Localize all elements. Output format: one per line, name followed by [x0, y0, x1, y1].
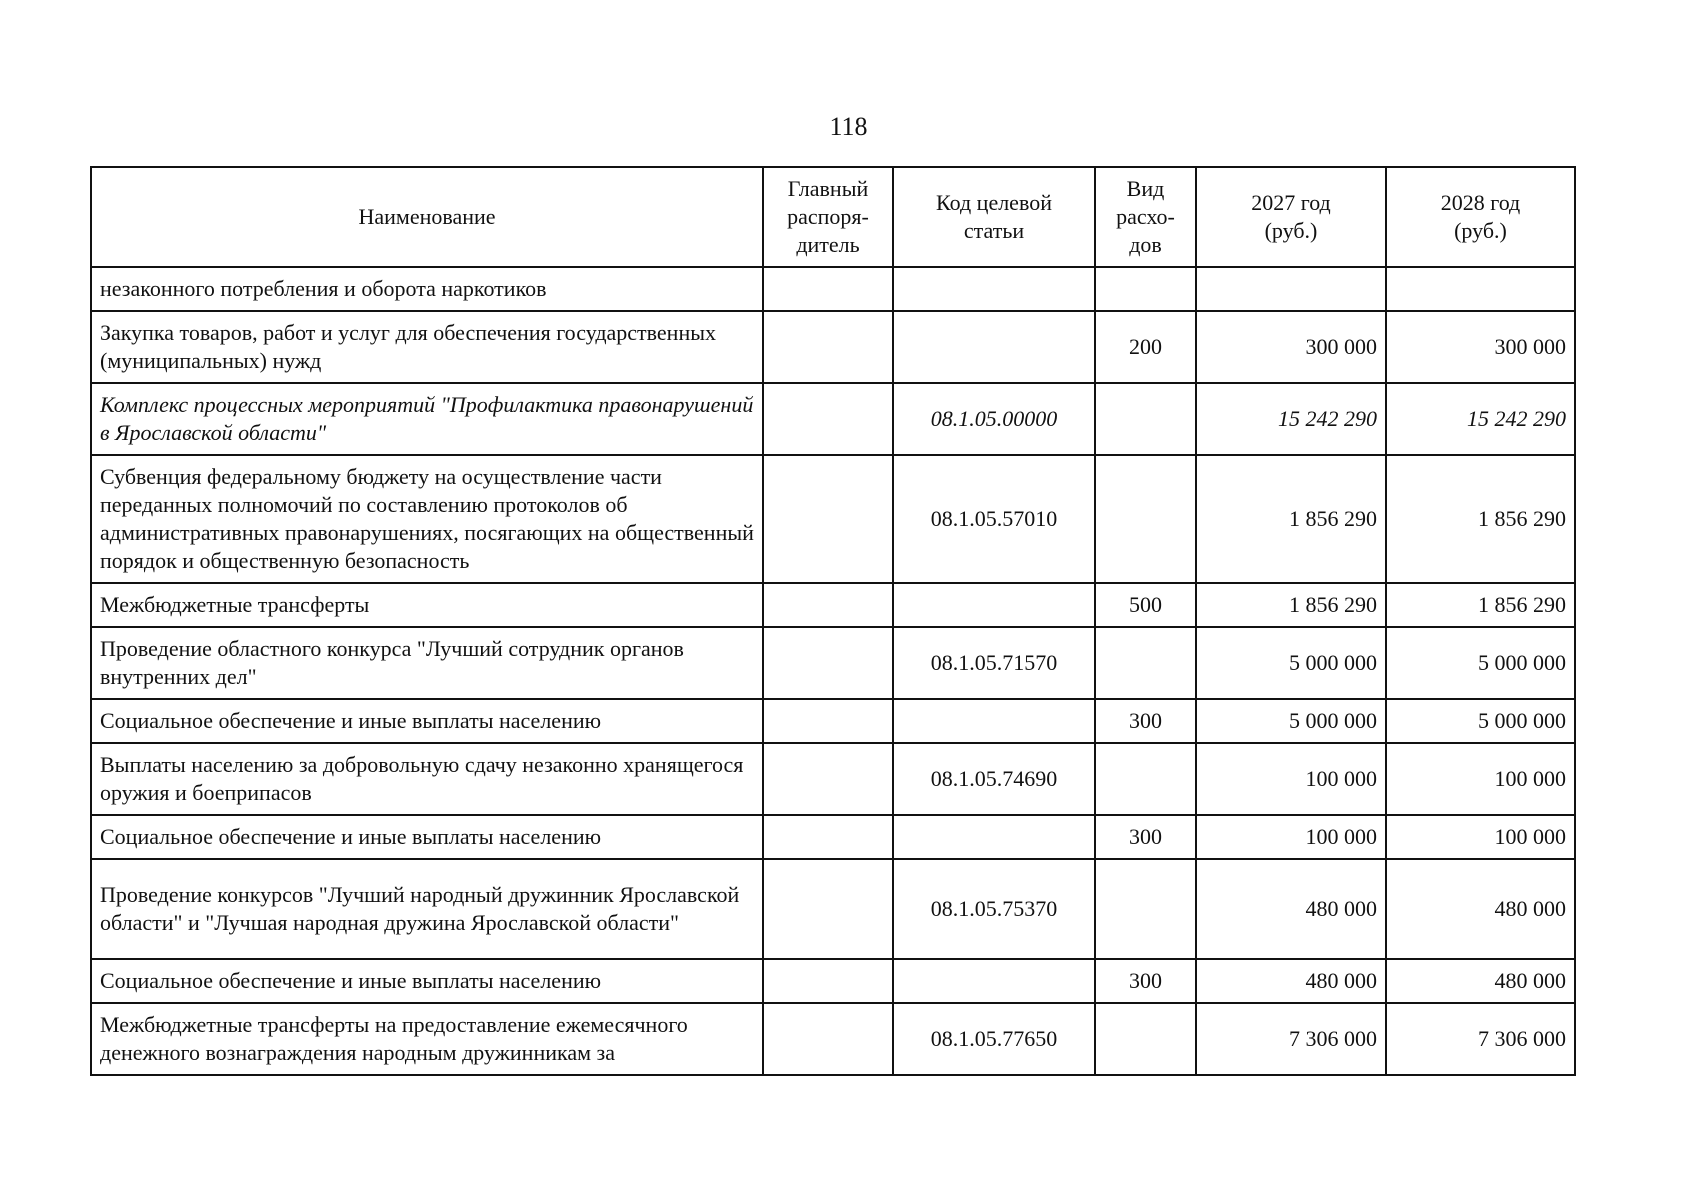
cell-2027 — [1196, 267, 1386, 311]
cell-name: Межбюджетные трансферты — [91, 583, 763, 627]
cell-name: Выплаты населению за добровольную сдачу незаконно хранящегося оружия и боеприпасов — [91, 743, 763, 815]
header-admin: Главный распоря- дитель — [763, 167, 893, 267]
cell-code: 08.1.05.74690 — [893, 743, 1095, 815]
cell-code — [893, 267, 1095, 311]
cell-2028: 100 000 — [1386, 743, 1575, 815]
cell-2027: 100 000 — [1196, 743, 1386, 815]
header-2027: 2027 год (руб.) — [1196, 167, 1386, 267]
cell-2028: 5 000 000 — [1386, 699, 1575, 743]
cell-type — [1095, 859, 1196, 959]
cell-type — [1095, 1003, 1196, 1075]
cell-name: Проведение конкурсов "Лучший народный дружинник Ярославской области" и "Лучшая народная дружина Ярославской области" — [91, 859, 763, 959]
cell-name: Закупка товаров, работ и услуг для обеспечения государственных (муниципальных) нужд — [91, 311, 763, 383]
table-row — [91, 311, 1575, 383]
table-row — [91, 583, 1575, 627]
cell-2028: 300 000 — [1386, 311, 1575, 383]
cell-type: 300 — [1095, 815, 1196, 859]
table-row — [91, 815, 1575, 859]
cell-admin — [763, 815, 893, 859]
cell-type: 300 — [1095, 699, 1196, 743]
cell-code: 08.1.05.77650 — [893, 1003, 1095, 1075]
cell-2028: 1 856 290 — [1386, 583, 1575, 627]
budget-table — [90, 166, 1576, 1076]
header-name: Наименование — [91, 167, 763, 267]
table-row — [91, 959, 1575, 1003]
cell-2028: 15 242 290 — [1386, 383, 1575, 455]
cell-2028: 100 000 — [1386, 815, 1575, 859]
cell-type — [1095, 627, 1196, 699]
cell-code — [893, 815, 1095, 859]
cell-admin — [763, 583, 893, 627]
cell-admin — [763, 1003, 893, 1075]
cell-code: 08.1.05.00000 — [893, 383, 1095, 455]
table-body — [91, 267, 1575, 1075]
cell-type: 500 — [1095, 583, 1196, 627]
table-row — [91, 455, 1575, 583]
cell-type: 200 — [1095, 311, 1196, 383]
cell-2027: 480 000 — [1196, 859, 1386, 959]
header-type: Вид расхо- дов — [1095, 167, 1196, 267]
cell-2027: 7 306 000 — [1196, 1003, 1386, 1075]
table-row — [91, 743, 1575, 815]
cell-admin — [763, 959, 893, 1003]
cell-code: 08.1.05.71570 — [893, 627, 1095, 699]
cell-2027: 100 000 — [1196, 815, 1386, 859]
cell-name: Комплекс процессных мероприятий "Профилактика правонарушений в Ярославской области" — [91, 383, 763, 455]
cell-admin — [763, 311, 893, 383]
cell-2027: 300 000 — [1196, 311, 1386, 383]
cell-2028 — [1386, 267, 1575, 311]
cell-code: 08.1.05.75370 — [893, 859, 1095, 959]
cell-2028: 1 856 290 — [1386, 455, 1575, 583]
cell-admin — [763, 743, 893, 815]
cell-code — [893, 311, 1095, 383]
cell-admin — [763, 859, 893, 959]
cell-code — [893, 583, 1095, 627]
cell-2027: 1 856 290 — [1196, 583, 1386, 627]
cell-code — [893, 699, 1095, 743]
cell-type: 300 — [1095, 959, 1196, 1003]
cell-name: Социальное обеспечение и иные выплаты населению — [91, 959, 763, 1003]
cell-2028: 480 000 — [1386, 859, 1575, 959]
cell-type — [1095, 383, 1196, 455]
table-row — [91, 383, 1575, 455]
cell-type — [1095, 267, 1196, 311]
cell-2027: 5 000 000 — [1196, 699, 1386, 743]
header-2028: 2028 год (руб.) — [1386, 167, 1575, 267]
cell-admin — [763, 267, 893, 311]
cell-type — [1095, 455, 1196, 583]
cell-2028: 7 306 000 — [1386, 1003, 1575, 1075]
cell-admin — [763, 455, 893, 583]
cell-admin — [763, 383, 893, 455]
table-row — [91, 267, 1575, 311]
cell-admin — [763, 699, 893, 743]
table-header — [91, 167, 1575, 267]
table-row — [91, 699, 1575, 743]
cell-2027: 1 856 290 — [1196, 455, 1386, 583]
cell-name: Социальное обеспечение и иные выплаты населению — [91, 815, 763, 859]
page-number: 118 — [829, 112, 868, 141]
cell-name: Социальное обеспечение и иные выплаты населению — [91, 699, 763, 743]
cell-2028: 480 000 — [1386, 959, 1575, 1003]
cell-code: 08.1.05.57010 — [893, 455, 1095, 583]
cell-admin — [763, 627, 893, 699]
cell-name: незаконного потребления и оборота наркотиков — [91, 267, 763, 311]
cell-name: Проведение областного конкурса "Лучший сотрудник органов внутренних дел" — [91, 627, 763, 699]
cell-2027: 480 000 — [1196, 959, 1386, 1003]
cell-2027: 15 242 290 — [1196, 383, 1386, 455]
cell-name: Субвенция федеральному бюджету на осуществление части переданных полномочий по составлению протоколов об административных правонарушениях, посягающих на общественный порядок и общественную безопасность — [91, 455, 763, 583]
cell-type — [1095, 743, 1196, 815]
table-row — [91, 627, 1575, 699]
cell-2028: 5 000 000 — [1386, 627, 1575, 699]
cell-2027: 5 000 000 — [1196, 627, 1386, 699]
cell-code — [893, 959, 1095, 1003]
cell-name: Межбюджетные трансферты на предоставление ежемесячного денежного вознаграждения народным дружинникам за — [91, 1003, 763, 1075]
header-row — [91, 167, 1575, 267]
header-code: Код целевой статьи — [893, 167, 1095, 267]
table-row — [91, 859, 1575, 959]
table-row — [91, 1003, 1575, 1075]
